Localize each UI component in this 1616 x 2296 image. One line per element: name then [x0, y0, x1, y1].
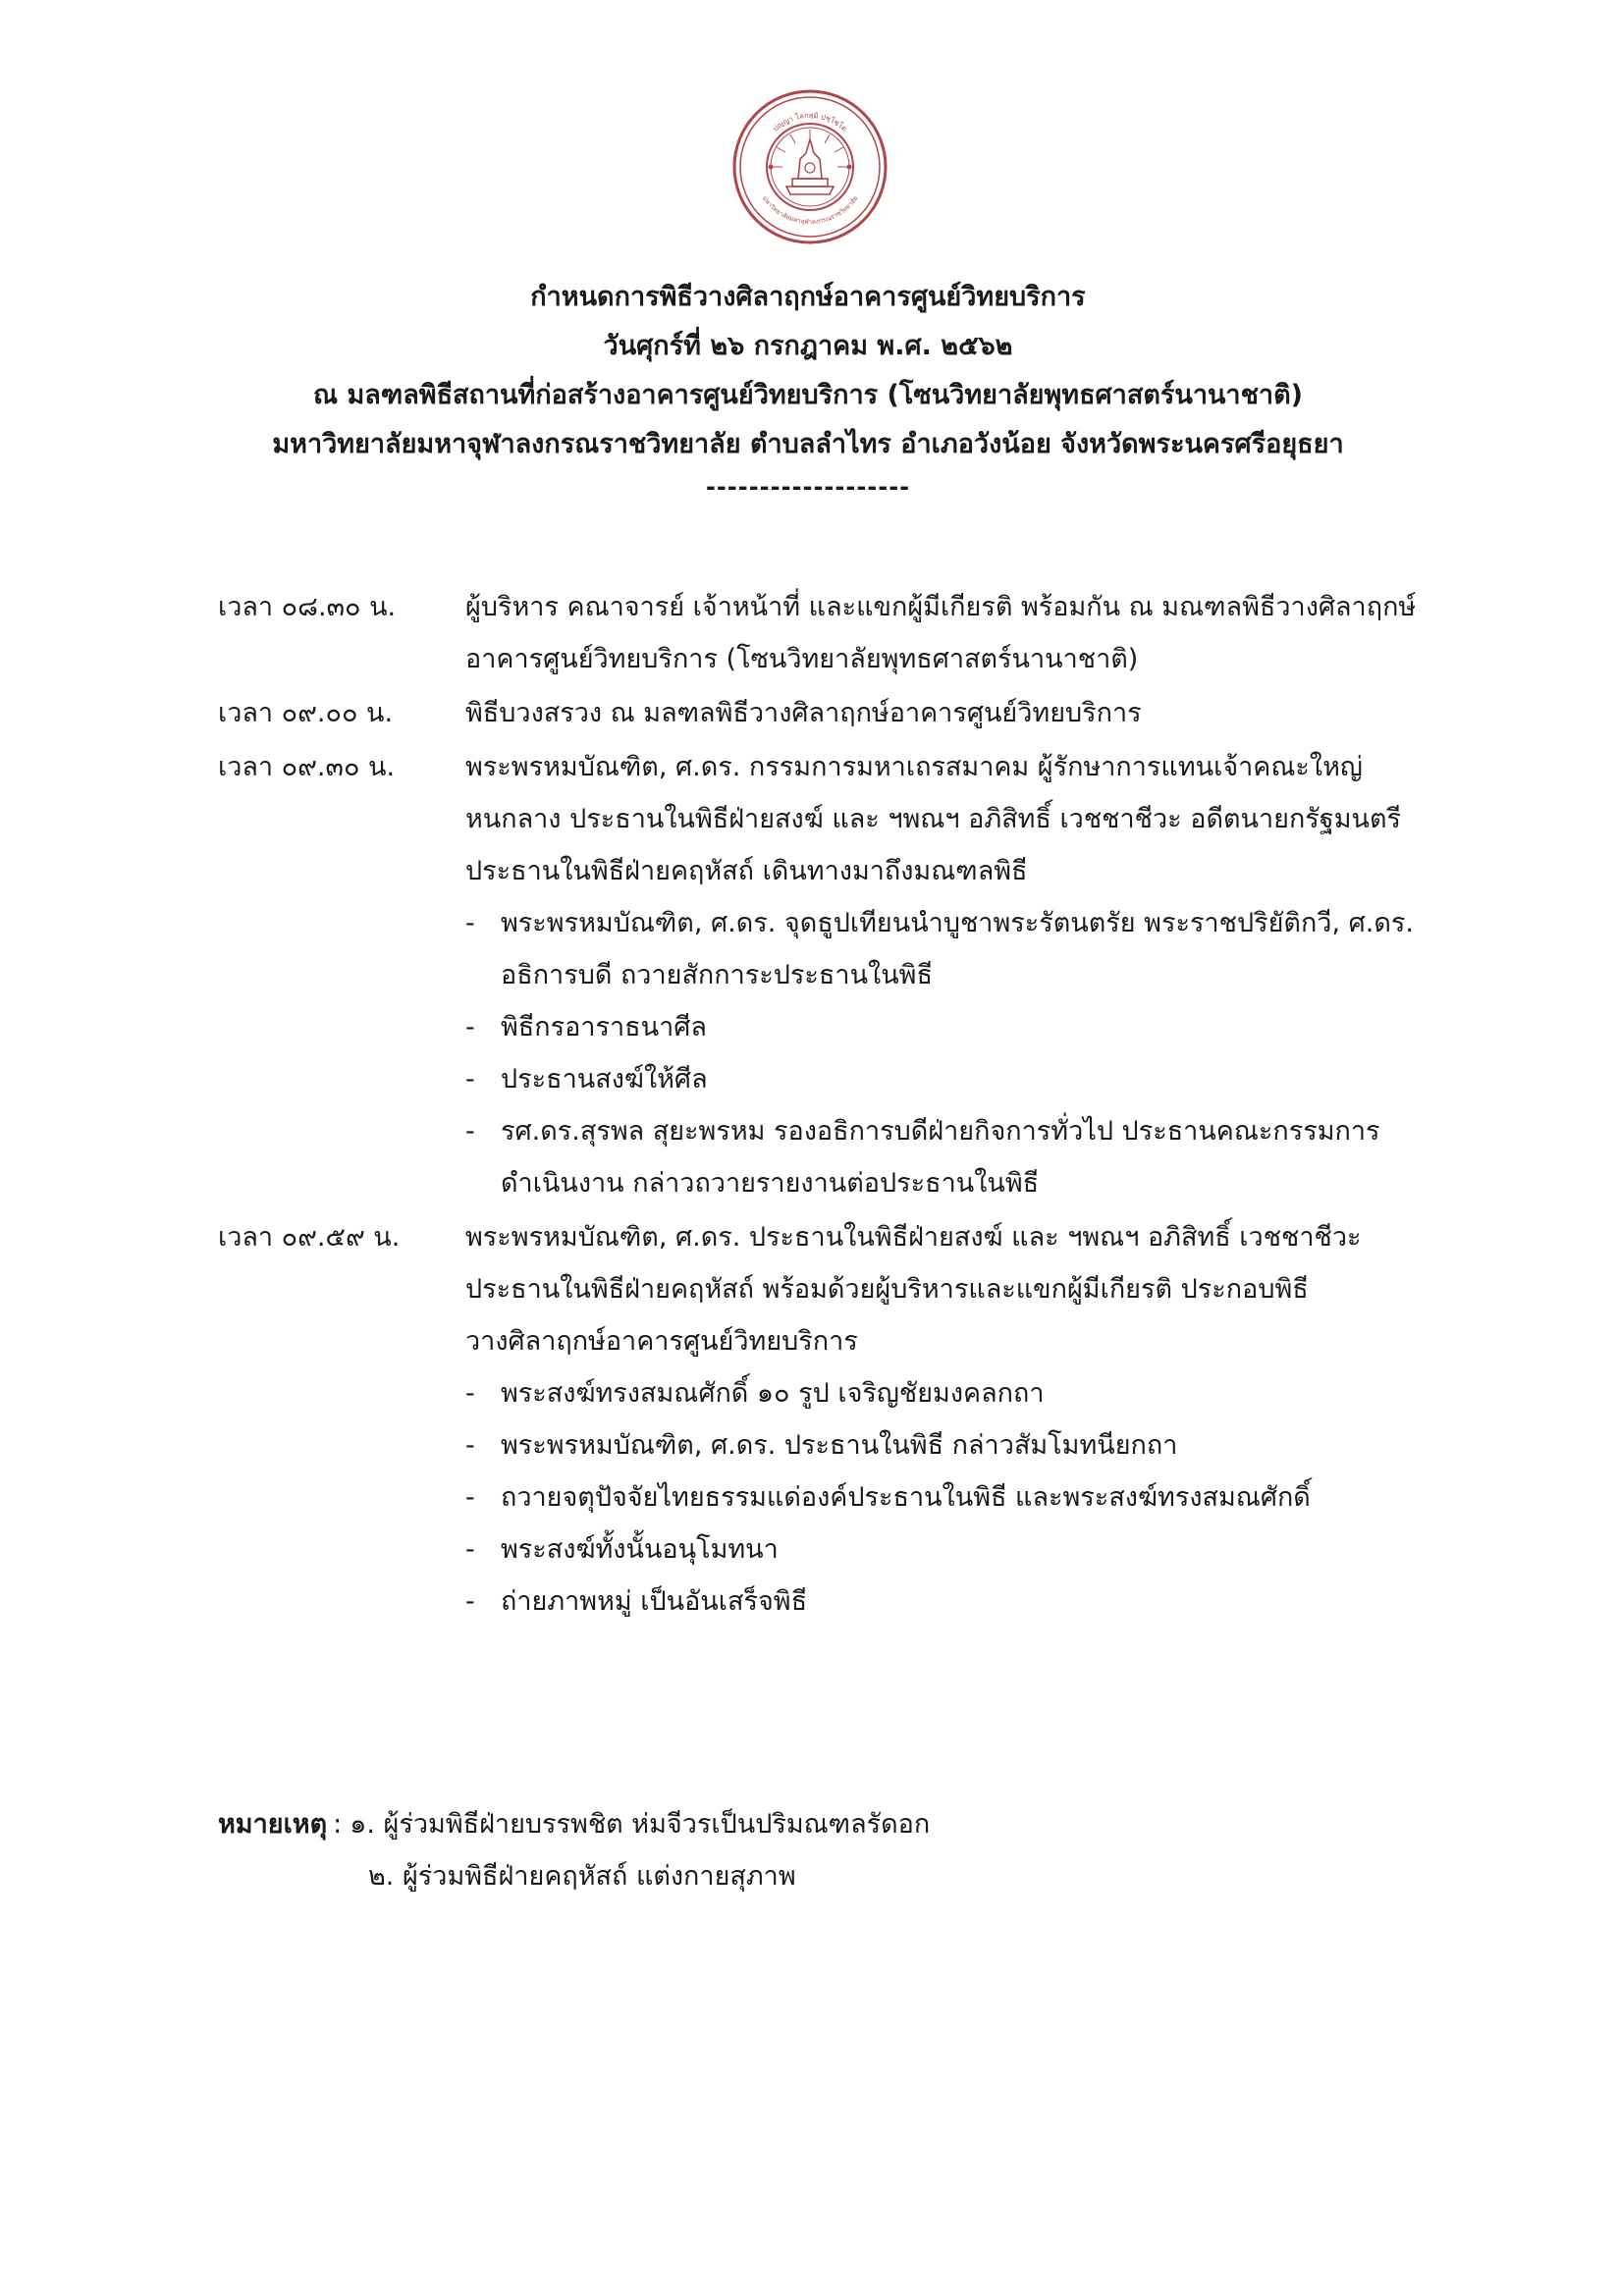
note-row	[218, 1850, 1396, 1902]
agenda-sub-item	[465, 1105, 1514, 1209]
bullet-dash: -	[465, 1534, 475, 1565]
agenda-text: พิธีบวงสรวง ณ มลฑลพิธีวางศิลาฤกษ์อาคารศูนย์วิทยบริการ	[465, 698, 1142, 728]
agenda-list	[218, 581, 1514, 1629]
agenda-sub-item	[465, 1471, 1514, 1523]
agenda-sub-item	[465, 1053, 1514, 1105]
schedule-date: วันศุกร์ที่ ๒๖ กรกฎาคม พ.ศ. ๒๕๖๒	[603, 331, 1013, 361]
agenda-sub-item	[465, 1575, 1514, 1628]
university-seal	[731, 88, 889, 245]
agenda-sub-text: ประธานสงฆ์ให้ศีล	[501, 1064, 708, 1095]
agenda-entry-body	[465, 1211, 1514, 1628]
agenda-entry-body	[465, 741, 1514, 1209]
notes-section	[218, 1798, 1396, 1902]
note-indent	[218, 1850, 368, 1902]
agenda-time: เวลา ๐๙.๓๐ น.	[218, 752, 396, 782]
agenda-entry	[218, 687, 1514, 739]
bullet-dash: -	[465, 1430, 475, 1461]
agenda-entry-body	[465, 687, 1514, 739]
agenda-sub-text: พระสงฆ์ทรงสมณศักดิ์ ๑๐ รูป เจริญชัยมงคลกถา	[501, 1378, 1045, 1409]
bullet-dash: -	[465, 1012, 475, 1042]
seal-motto: ปญฺญา โลกสฺมิ ปชฺโชโต	[771, 110, 849, 133]
agenda-sub-item	[465, 1523, 1514, 1575]
seal-emblem-icon	[731, 88, 889, 245]
agenda-time: เวลา ๐๙.๕๙ น.	[218, 1222, 401, 1253]
agenda-text: พระพรหมบัณฑิต, ศ.ดร. ประธานในพิธีฝ่ายสงฆ์ และ ฯพณฯ อภิสิทธิ์ เวชชาชีวะ ประธานในพิธีฝ่ายคฤหัสถ์ พร้อมด้วยผู้บริหารและแขกผู้มีเกียรติ ประกอบพิธี วางศิลาฤกษ์อาคารศูนย์วิทยบริการ	[465, 1222, 1362, 1357]
bullet-dash: -	[465, 1482, 475, 1513]
seal-university-name: มหาวิทยาลัยมหาจุฬาลงกรณราชวิทยาลัย	[760, 194, 860, 227]
agenda-text: ผู้บริหาร คณาจารย์ เจ้าหน้าที่ และแขกผู้มีเกียรติ พร้อมกัน ณ มณฑลพิธีวางศิลาฤกษ์ อาคารศูนย์วิทยบริการ (โซนวิทยาลัยพุทธศาสตร์นานาชาติ)	[465, 592, 1417, 674]
header-separator: -------------------	[705, 473, 911, 501]
bullet-dash: -	[465, 908, 475, 938]
bullet-dash: -	[465, 1378, 475, 1409]
agenda-sub-text: ถ่ายภาพหมู่ เป็นอันเสร็จพิธี	[501, 1586, 808, 1617]
agenda-sub-text: พระสงฆ์ทั้งนั้นอนุโมทนา	[501, 1534, 779, 1565]
agenda-entry	[218, 1211, 1514, 1628]
note-item: ๒. ผู้ร่วมพิธีฝ่ายคฤหัสถ์ แต่งกายสุภาพ	[368, 1861, 796, 1892]
agenda-time: เวลา ๐๘.๓๐ น.	[218, 592, 397, 622]
agenda-entry	[218, 741, 1514, 1209]
agenda-sub-text: พระพรหมบัณฑิต, ศ.ดร. จุดธูปเทียนนำบูชาพระรัตนตรัย พระราชปริยัติกวี, ศ.ดร. อธิการบดี ถวายสักการะประธานในพิธี	[501, 908, 1414, 990]
agenda-sub-item	[465, 1367, 1514, 1419]
agenda-sub-text: พิธีกรอาราธนาศีล	[501, 1012, 707, 1042]
agenda-sub-text: ถวายจตุปัจจัยไทยธรรมแด่องค์ประธานในพิธี และพระสงฆ์ทรงสมณศักดิ์	[501, 1482, 1311, 1513]
schedule-location: มหาวิทยาลัยมหาจุฬาลงกรณราชวิทยาลัย ตำบลลำไทร อำเภอวังน้อย จังหวัดพระนครศรีอยุธยา	[272, 429, 1344, 459]
agenda-entry-body	[465, 581, 1514, 685]
document-header	[196, 273, 1420, 505]
note-item: ๑. ผู้ร่วมพิธีฝ่ายบรรพชิต ห่มจีวรเป็นปริมณฑลรัดอก	[350, 1809, 931, 1840]
notes-label: หมายเหตุ	[218, 1809, 328, 1840]
agenda-time: เวลา ๐๙.๐๐ น.	[218, 698, 394, 728]
agenda-sub-text: พระพรหมบัณฑิต, ศ.ดร. ประธานในพิธี กล่าวสัมโมทนียกถา	[501, 1430, 1178, 1461]
agenda-entry	[218, 581, 1514, 685]
bullet-dash: -	[465, 1586, 475, 1617]
agenda-text: พระพรหมบัณฑิต, ศ.ดร. กรรมการมหาเถรสมาคม ผู้รักษาการแทนเจ้าคณะใหญ่ หนกลาง ประธานในพิธีฝ่ายสงฆ์ และ ฯพณฯ อภิสิทธิ์ เวชชาชีวะ อดีตนายกรัฐมนตรี ประธานในพิธีฝ่ายคฤหัสถ์ เดินทางมาถึงมณฑลพิธี	[465, 752, 1401, 886]
schedule-title: กำหนดการพิธีวางศิลาฤกษ์อาคารศูนย์วิทยบริการ	[530, 282, 1086, 312]
notes-separator: :	[333, 1809, 343, 1840]
bullet-dash: -	[465, 1116, 475, 1147]
note-row	[218, 1798, 1396, 1850]
schedule-venue: ณ มลฑลพิธีสถานที่ก่อสร้างอาคารศูนย์วิทยบริการ (โซนวิทยาลัยพุทธศาสตร์นานาชาติ)	[313, 380, 1303, 410]
agenda-sub-item	[465, 1419, 1514, 1471]
agenda-sub-item	[465, 1001, 1514, 1053]
bullet-dash: -	[465, 1064, 475, 1095]
agenda-sub-item	[465, 897, 1514, 1001]
agenda-sub-text: รศ.ดร.สุรพล สุยะพรหม รองอธิการบดีฝ่ายกิจการทั่วไป ประธานคณะกรรมการ ดำเนินงาน กล่าวถวายรายงานต่อประธานในพิธี	[501, 1116, 1380, 1199]
